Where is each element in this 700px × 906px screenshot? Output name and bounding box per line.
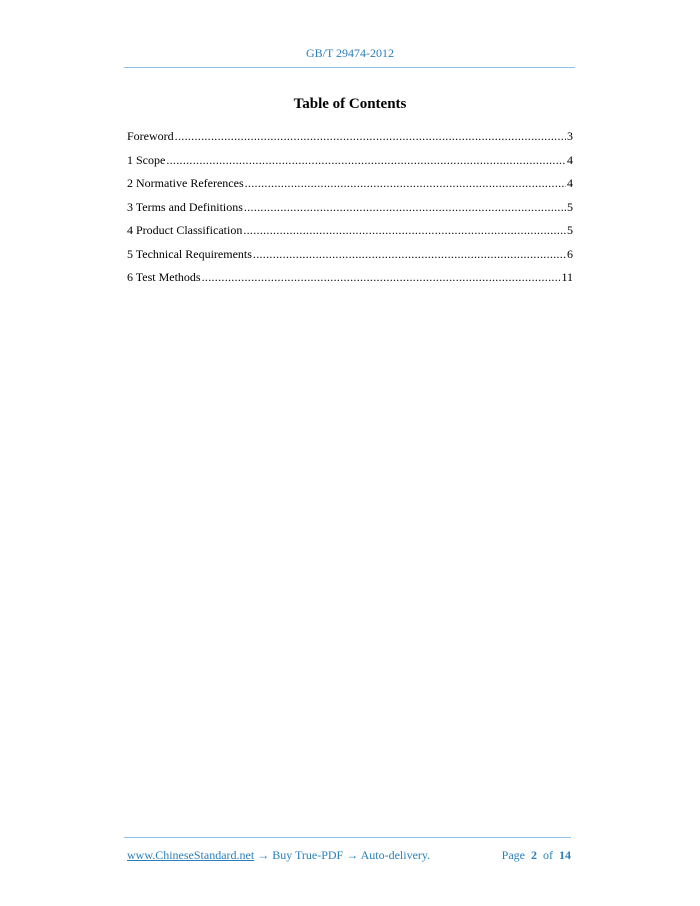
table-of-contents bbox=[127, 128, 573, 293]
footer-promo bbox=[127, 848, 430, 863]
total-page-count: 14 bbox=[559, 848, 571, 862]
page-label: Page bbox=[501, 848, 525, 862]
toc-entry-page: 11 bbox=[561, 270, 573, 284]
toc-entry-page: 5 bbox=[567, 199, 573, 214]
toc-dot-leader bbox=[243, 222, 566, 238]
toc-dot-leader bbox=[253, 246, 566, 262]
toc-entry-page: 4 bbox=[567, 176, 573, 190]
toc-entry-label: 6 Test Methods bbox=[127, 270, 201, 284]
toc-dot-leader bbox=[166, 152, 566, 168]
toc-entry-scope[interactable] bbox=[127, 152, 573, 176]
toc-entry-product-classification[interactable] bbox=[127, 222, 573, 246]
toc-dot-leader bbox=[202, 269, 561, 285]
auto-delivery-text: Auto-delivery. bbox=[360, 848, 431, 862]
current-page-number: 2 bbox=[531, 848, 537, 862]
toc-dot-leader bbox=[245, 175, 566, 191]
header-divider bbox=[124, 67, 575, 68]
buy-true-pdf-text: Buy True-PDF bbox=[272, 848, 344, 862]
toc-entry-test-methods[interactable] bbox=[127, 269, 573, 293]
toc-entry-label: Foreword bbox=[127, 129, 174, 143]
toc-dot-leader bbox=[175, 128, 566, 144]
footer-divider bbox=[124, 837, 571, 838]
toc-entry-technical-requirements[interactable] bbox=[127, 246, 573, 270]
toc-entry-page: 5 bbox=[567, 223, 573, 237]
arrow-right-icon: → bbox=[254, 848, 273, 862]
toc-entry-label: 5 Technical Requirements bbox=[127, 246, 252, 261]
toc-entry-terms-and-definitions[interactable] bbox=[127, 199, 573, 223]
toc-entry-page: 4 bbox=[567, 152, 573, 167]
toc-entry-label: 2 Normative References bbox=[127, 176, 244, 190]
toc-entry-label: 1 Scope bbox=[127, 152, 166, 167]
toc-entry-page: 6 bbox=[567, 246, 573, 261]
website-link[interactable]: www.ChineseStandard.net bbox=[127, 848, 255, 862]
arrow-right-icon: → bbox=[343, 848, 361, 862]
toc-title: Table of Contents bbox=[293, 96, 407, 112]
page-footer bbox=[127, 848, 571, 863]
page-counter bbox=[502, 848, 571, 863]
toc-entry-label: 4 Product Classification bbox=[127, 223, 243, 237]
toc-entry-page: 3 bbox=[567, 129, 573, 143]
toc-entry-normative-references[interactable] bbox=[127, 175, 573, 199]
document-code-header: GB/T 29474-2012 bbox=[305, 46, 395, 60]
toc-entry-foreword[interactable] bbox=[127, 128, 573, 152]
toc-entry-label: 3 Terms and Definitions bbox=[127, 199, 243, 214]
page-of-label: of bbox=[543, 848, 553, 862]
toc-dot-leader bbox=[244, 199, 566, 215]
